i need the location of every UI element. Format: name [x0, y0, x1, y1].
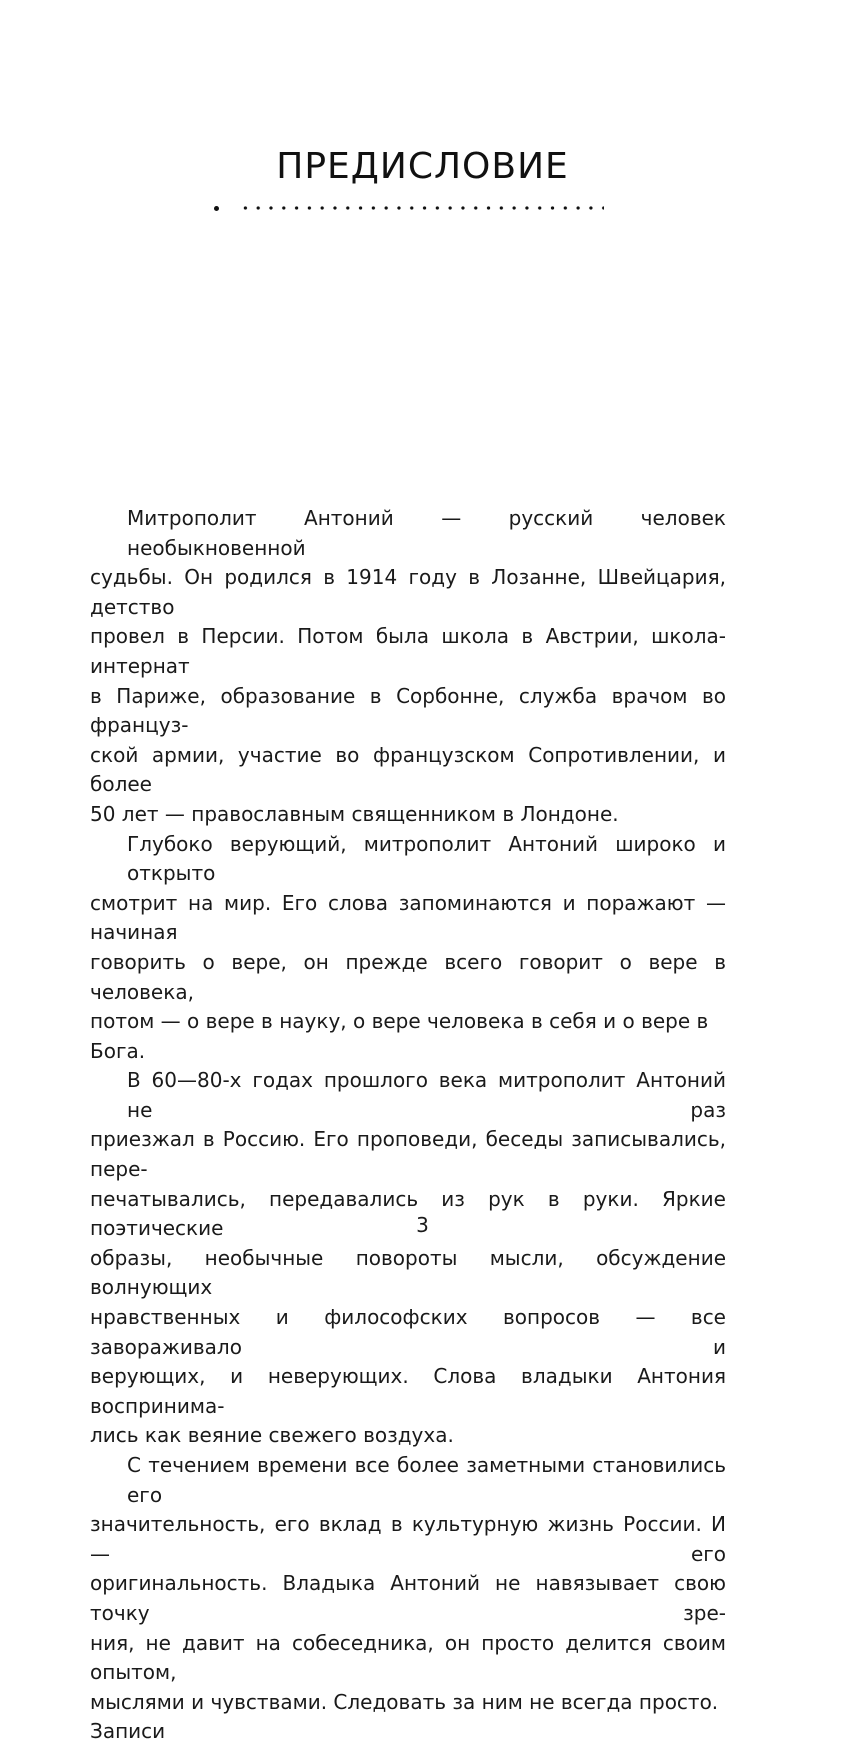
text-line: Глубоко верующий, митрополит Антоний широко и открыто	[127, 831, 726, 886]
paragraph	[90, 830, 726, 1067]
text-line: мыслями и чувствами. Следовать за ним не всегда просто. Записи	[90, 1689, 719, 1744]
text-line: В 60—80-х годах прошлого века митрополит Антоний не раз	[127, 1068, 726, 1122]
text-line: оригинальность. Владыка Антоний не навязывает свою точку зре-	[90, 1571, 726, 1625]
text-line: провел в Персии. Потом была школа в Австрии, школа-интернат	[90, 624, 726, 678]
text-line: ской армии, участие во французском Сопротивлении, и более	[90, 742, 726, 797]
text-line: С течением времени все более заметными становились его	[127, 1453, 726, 1507]
text-line: 50 лет — православным священником в Лондоне.	[90, 801, 619, 826]
body-text	[90, 504, 726, 1747]
text-line: ния, не давит на собеседника, он просто делится своим опытом,	[90, 1630, 726, 1685]
paragraph	[90, 1451, 726, 1747]
text-line: говорить о вере, он прежде всего говорит о вере в человека,	[90, 949, 726, 1004]
text-line: нравственных и философских вопросов — все завораживало и	[90, 1305, 726, 1359]
text-line: печатывались, передавались из рук в руки. Яркие поэтические	[90, 1186, 726, 1241]
ornament-dotted-line	[239, 206, 604, 210]
chapter-title: ПРЕДИСЛОВИЕ	[276, 146, 569, 187]
page-number: 3	[416, 1213, 429, 1237]
text-line: Митрополит Антоний — русский человек необыкновенной	[127, 506, 726, 560]
text-line: приезжал в Россию. Его проповеди, беседы записывались, пере-	[90, 1127, 726, 1182]
text-line: судьбы. Он родился в 1914 году в Лозанне, Швейцария, детство	[90, 565, 726, 619]
paragraph	[90, 1066, 726, 1451]
paragraph	[90, 504, 726, 830]
text-line: лись как веяние свежего воздуха.	[90, 1423, 454, 1448]
text-line: смотрит на мир. Его слова запоминаются и поражают — начиная	[90, 890, 726, 945]
ornament-dot	[214, 206, 219, 211]
text-line: потом — о вере в науку, о вере человека в себя и о вере в Бога.	[90, 1009, 709, 1063]
text-line: образы, необычные повороты мысли, обсуждение волнующих	[90, 1245, 726, 1300]
text-line: в Париже, образование в Сорбонне, служба врачом во француз-	[90, 683, 726, 738]
text-line: значительность, его вклад в культурную жизнь России. И — его	[90, 1512, 726, 1566]
title-ornament	[214, 199, 604, 217]
text-line: верующих, и неверующих. Слова владыки Антония воспринима-	[90, 1364, 726, 1418]
